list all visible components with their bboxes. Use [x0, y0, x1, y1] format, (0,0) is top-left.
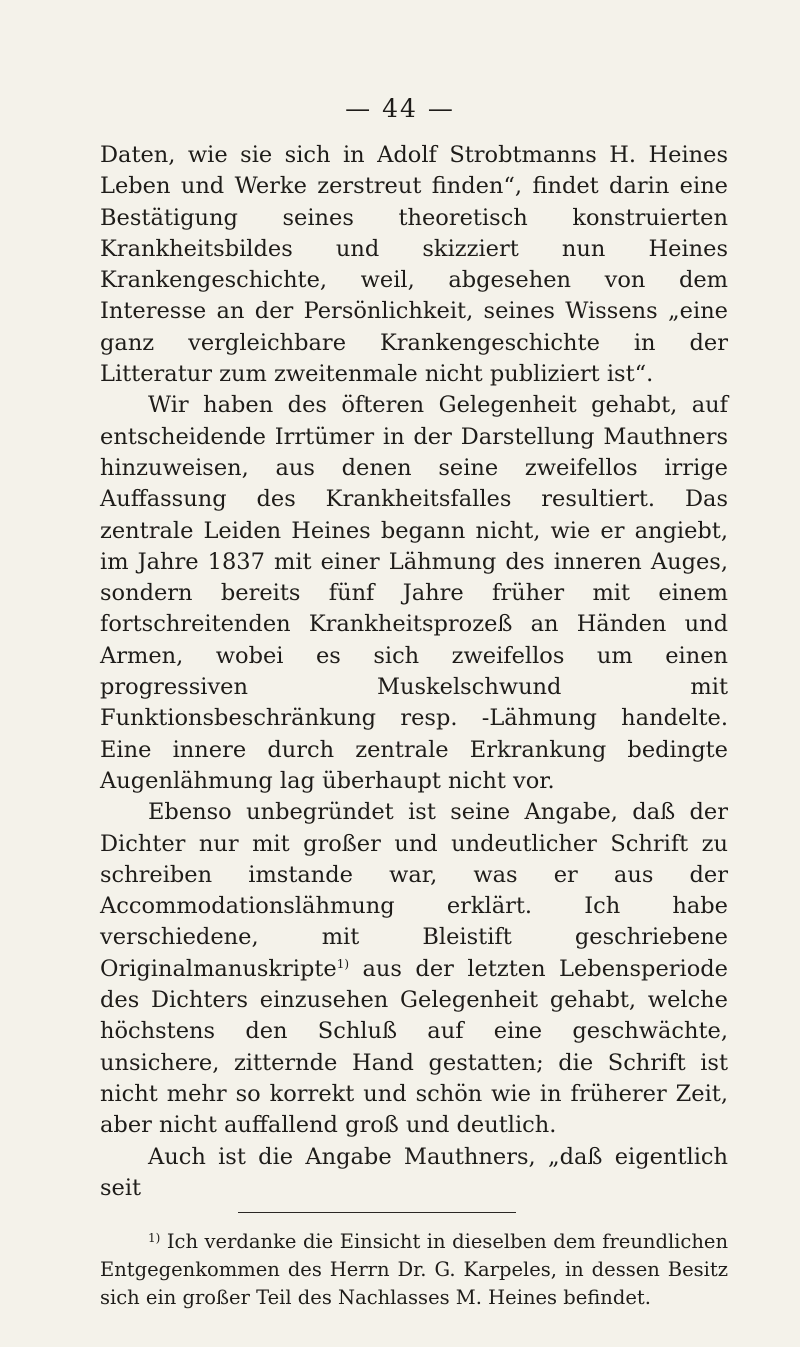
paragraph-3-text-before: Ebenso unbegründet ist seine Angabe, daß der Dichter nur mit großer und undeutlicher Schrift zu schreiben imstande war, was er aus der Accommodationslähmung erklärt. Ich habe verschiedene, mit Bleistift geschriebene Originalmanuskripte: [100, 799, 728, 982]
footnote: [100, 1228, 728, 1312]
paragraph-3-text-after: aus der letzten Lebensperiode des Dichters einzusehen Gelegenheit gehabt, welche höchstens den Schluß auf eine geschwächte, unsichere, zitternde Hand gestatten; die Schrift ist nicht mehr so korrekt und schön wie in früherer Zeit, aber nicht auffallend groß und deutlich.: [100, 955, 728, 1139]
footnote-text: Ich verdanke die Einsicht in dieselben dem freundlichen Entgegenkommen des Herrn Dr. G. Karpeles, in dessen Besitz sich ein großer Teil des Nachlasses M. Heines befindet.: [100, 1230, 728, 1309]
paragraph-1: Daten, wie sie sich in Adolf Strobtmanns H. Heines Leben und Werke zerstreut finden“, findet darin eine Bestätigung seines theoretisch konstruierten Krankheitsbildes und skizziert nun Heines Krankengeschichte, weil, abgesehen von dem Interesse an der Persönlichkeit, seines Wissens „eine ganz vergleichbare Krankengeschichte in der Litteratur zum zweitenmale nicht publiziert ist“.: [100, 142, 728, 388]
footnote-marker: 1): [148, 1231, 161, 1245]
paragraph-4: Auch ist die Angabe Mauthners, „daß eigentlich seit: [100, 1143, 728, 1201]
footnote-reference: 1): [336, 956, 350, 971]
footnote-divider: [238, 1212, 516, 1213]
paragraph-3: [100, 797, 728, 1141]
page-number: — 44 —: [345, 94, 455, 123]
paragraph-2: Wir haben des öfteren Gelegenheit gehabt, auf entscheidende Irrtümer in der Darstellung Mauthners hinzuweisen, aus denen seine zweifellos irrige Auffassung des Krankheitsfalles resultiert. Das zentrale Leiden Heines begann nicht, wie er angiebt, im Jahre 1837 mit einer Lähmung des inneren Auges, sondern bereits fünf Jahre früher mit einem fortschreitenden Krankheitsprozeß an Händen und Armen, wobei es sich zweifellos um einen progressiven Muskelschwund mit Funktionsbeschränkung resp. -Lähmung handelte. Eine innere durch zentrale Erkrankung bedingte Augenlähmung lag überhaupt nicht vor.: [100, 392, 728, 794]
main-text: [100, 140, 728, 1204]
